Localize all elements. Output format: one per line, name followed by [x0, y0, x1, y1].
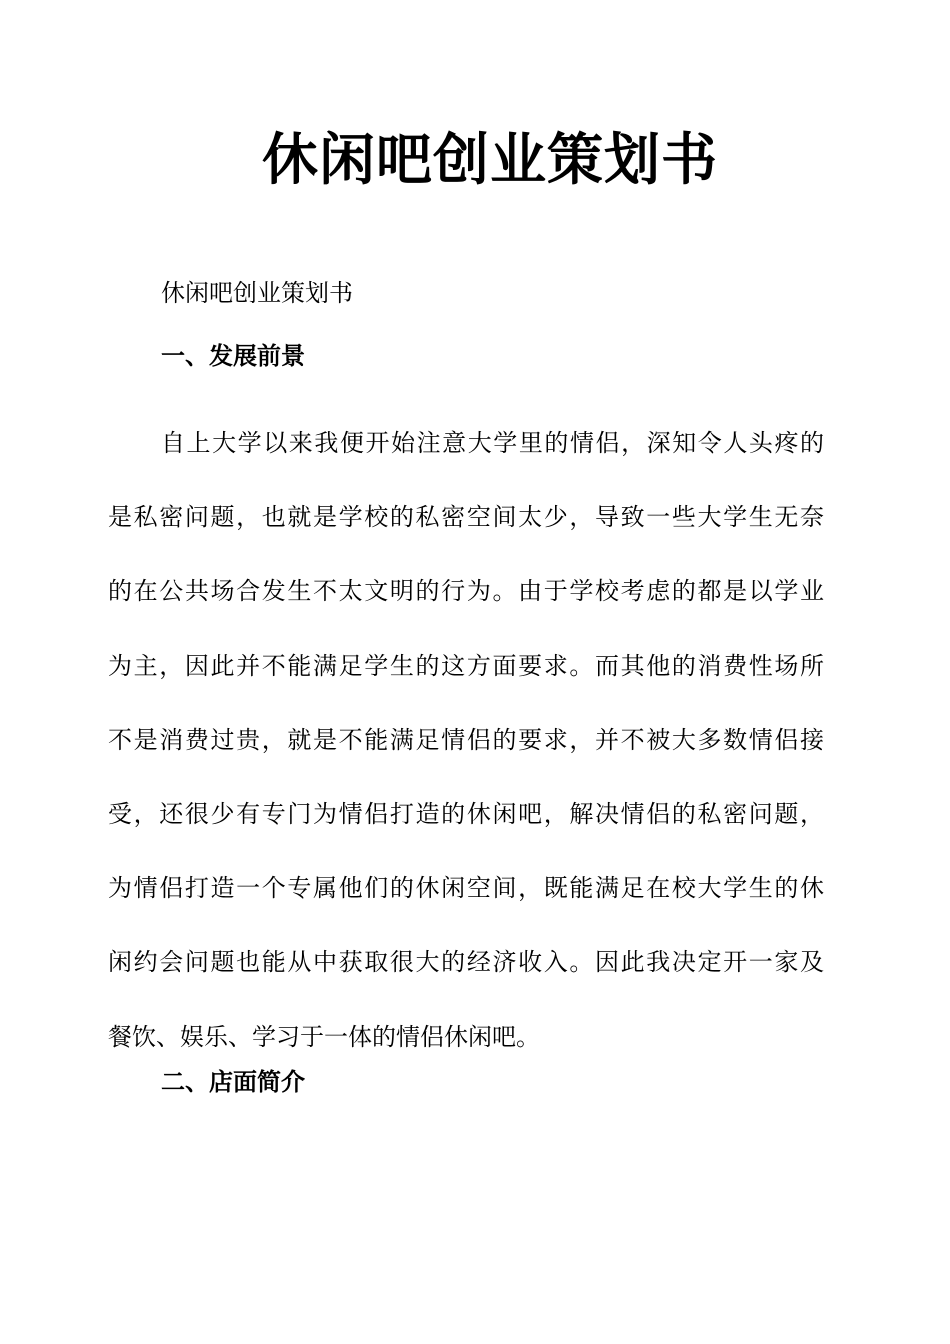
paragraph-line: 不是消费过贵，就是不能满足情侣的要求，并不被大多数情侣接 [108, 725, 824, 754]
section-heading-development-prospects: 一、发展前景 [161, 342, 305, 370]
paragraph-line: 是私密问题，也就是学校的私密空间太少，导致一些大学生无奈 [108, 503, 824, 532]
paragraph-line: 闲约会问题也能从中获取很大的经济收入。因此我决定开一家及 [108, 948, 824, 977]
paragraph-line: 受，还很少有专门为情侣打造的休闲吧，解决情侣的私密问题， [108, 799, 824, 828]
paragraph-line: 为主，因此并不能满足学生的这方面要求。而其他的消费性场所 [108, 651, 824, 680]
paragraph-line: 餐饮、娱乐、学习于一体的情侣休闲吧。 [108, 1022, 540, 1051]
section-heading-store-introduction: 二、店面简介 [161, 1068, 305, 1096]
development-prospects-paragraph [108, 406, 824, 1074]
document-subtitle: 休闲吧创业策划书 [161, 279, 353, 307]
paragraph-line: 自上大学以来我便开始注意大学里的情侣，深知令人头疼的 [161, 429, 824, 457]
paragraph-line: 的在公共场合发生不太文明的行为。由于学校考虑的都是以学业 [108, 577, 824, 606]
document-title: 休闲吧创业策划书 [262, 128, 718, 193]
paragraph-line: 为情侣打造一个专属他们的休闲空间，既能满足在校大学生的休 [108, 874, 824, 903]
